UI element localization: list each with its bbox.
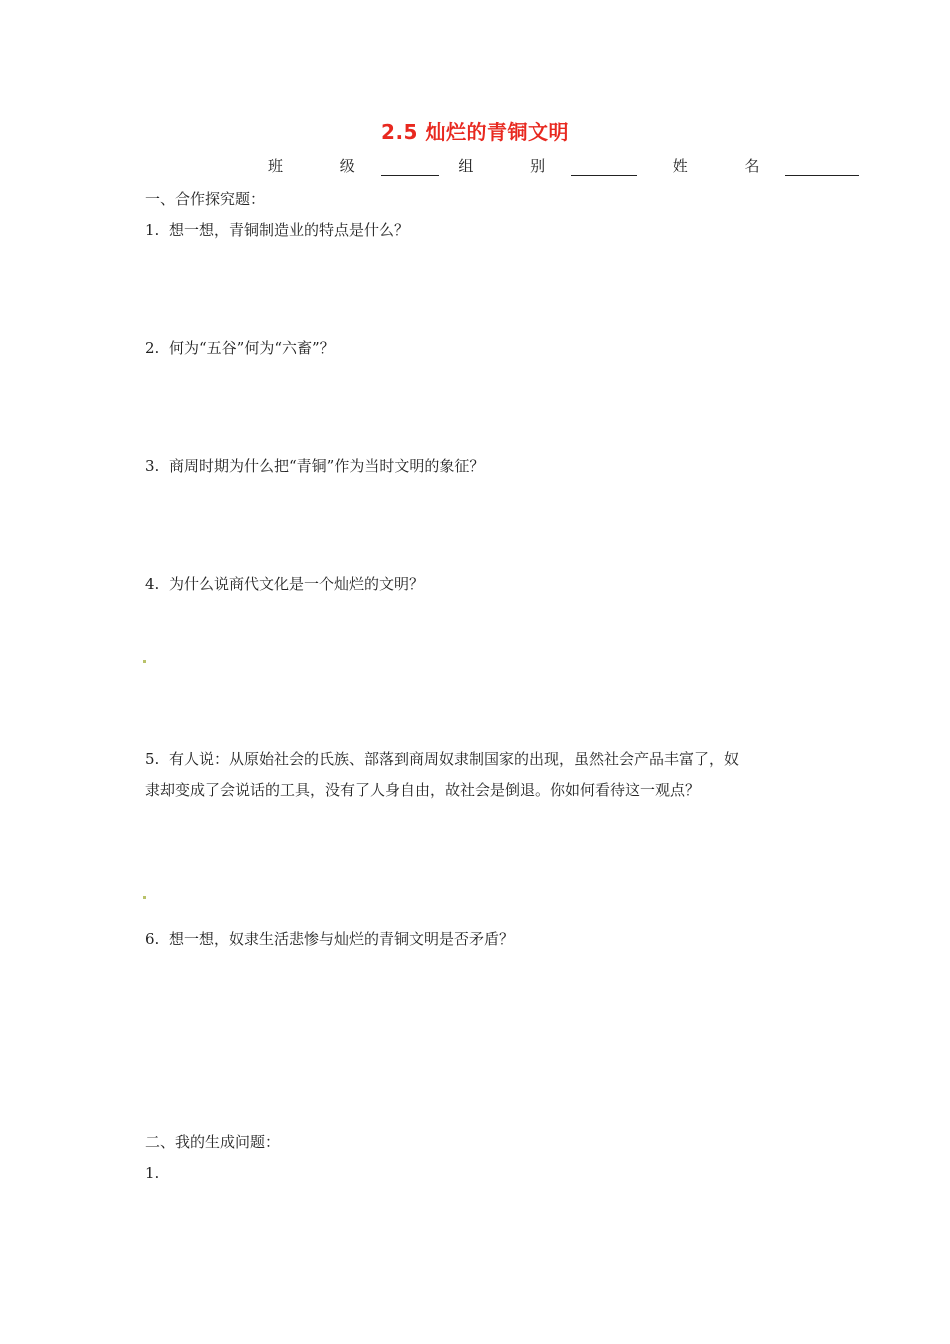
group-blank[interactable]: [571, 159, 637, 176]
question-number: 5.: [145, 750, 160, 768]
question-4: [145, 573, 424, 594]
question-5-continued: 隶却变成了会说话的工具，没有了人身自由，故社会是倒退。你如何看待这一观点？: [145, 781, 701, 799]
name-blank[interactable]: [785, 159, 859, 176]
section2-item-1: 1.: [145, 1164, 160, 1182]
question-text: 想一想，奴隶生活悲惨与灿烂的青铜文明是否矛盾？: [169, 930, 515, 948]
question-3: [145, 455, 484, 476]
class-blank[interactable]: [381, 159, 439, 176]
question-text: 何为“五谷”何为“六畜”？: [169, 339, 335, 357]
page-title: 2.5 灿烂的青铜文明: [381, 120, 569, 144]
group-label: 组 别: [458, 157, 572, 175]
question-number: 1.: [145, 221, 160, 239]
stray-mark: [143, 660, 146, 663]
question-text: 商周时期为什么把“青铜”作为当时文明的象征？: [169, 457, 485, 475]
question-text: 有人说：从原始社会的氏族、部落到商周奴隶制国家的出现，虽然社会产品丰富了，奴: [169, 750, 740, 768]
question-6: [145, 928, 514, 949]
class-label: 班 级: [268, 157, 381, 175]
name-label: 姓 名: [672, 157, 786, 175]
question-text: 想一想，青铜制造业的特点是什么？: [169, 221, 410, 239]
question-5: [145, 748, 739, 769]
name-field: [673, 155, 860, 176]
group-field: [458, 155, 637, 176]
question-2: [145, 337, 335, 358]
question-number: 3.: [145, 457, 160, 475]
question-number: 4.: [145, 575, 160, 593]
section2-heading: 二、我的生成问题：: [145, 1133, 281, 1151]
question-number: 2.: [145, 339, 160, 357]
class-field: [268, 155, 439, 176]
student-info-line: [268, 155, 859, 176]
question-number: 6.: [145, 930, 160, 948]
stray-mark: [143, 896, 146, 899]
section1-heading: 一、合作探究题：: [145, 190, 266, 208]
question-1: [145, 219, 409, 240]
question-text: 为什么说商代文化是一个灿烂的文明？: [169, 575, 425, 593]
